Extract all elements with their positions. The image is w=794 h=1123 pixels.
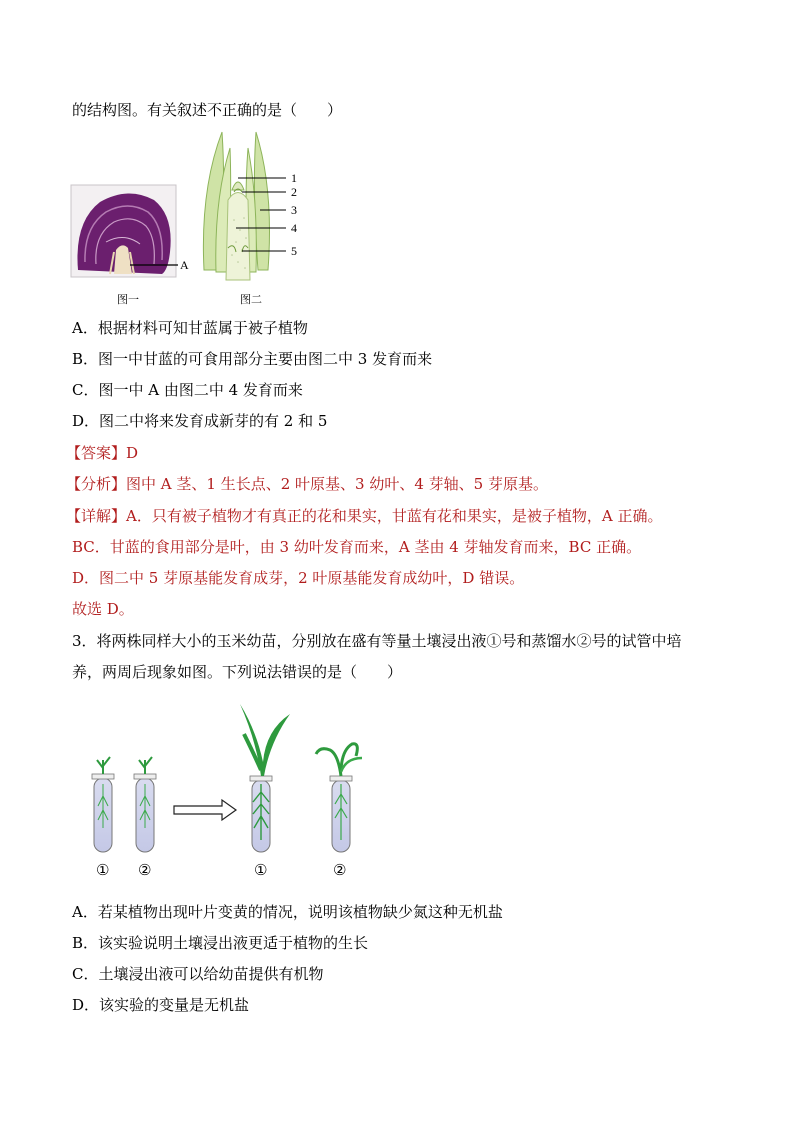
analysis-line — [66, 474, 548, 494]
answer-line — [66, 443, 138, 463]
tube-1-after — [240, 704, 290, 852]
tube-label-1-after: ① — [254, 861, 268, 879]
answer-value: D — [126, 444, 139, 462]
figure-bud-section — [198, 130, 308, 285]
q2-stem-tail: 的结构图。有关叙述不正确的是（ ） — [72, 101, 343, 119]
tube-1-before — [92, 757, 114, 852]
figure2-label-2: 2 — [291, 185, 297, 199]
detail-tag: 【详解】 — [66, 507, 127, 525]
figure-test-tubes — [80, 700, 380, 880]
figure2-caption: 图二 — [240, 293, 262, 306]
detail-line-2: BC．甘蓝的食用部分是叶，由 3 幼叶发育而来，A 茎由 4 芽轴发育而来，BC 正确。 — [72, 538, 642, 556]
q3-option-c: C．土壤浸出液可以给幼苗提供有机物 — [72, 965, 324, 983]
q3-stem-line-2: 养，两周后现象如图。下列说法错误的是（ ） — [72, 663, 403, 681]
tube-label-2-before: ② — [138, 861, 152, 879]
detail-line-3: D．图二中 5 芽原基能发育成芽，2 叶原基能发育成幼叶，D 错误。 — [72, 569, 525, 587]
arrow-icon — [174, 800, 236, 820]
answer-tag: 【答案】 — [66, 444, 127, 462]
conclusion-line: 故选 D。 — [72, 600, 134, 618]
q3-stem-line-1: 3．将两株同样大小的玉米幼苗，分别放在盛有等量土壤浸出液①号和蒸馏水②号的试管中培 — [72, 632, 682, 650]
analysis-text: 图中 A 茎、1 生长点、2 叶原基、3 幼叶、4 芽轴、5 芽原基。 — [126, 475, 548, 493]
analysis-tag: 【分析】 — [66, 475, 127, 493]
detail-line-1 — [66, 506, 662, 526]
figure-cabbage-section — [70, 182, 195, 282]
figure2-label-4: 4 — [291, 221, 297, 235]
q3-option-a: A．若某植物出现叶片变黄的情况，说明该植物缺少氮这种无机盐 — [72, 903, 503, 921]
tube-label-1-before: ① — [96, 861, 110, 879]
q2-option-a: A．根据材料可知甘蓝属于被子植物 — [72, 319, 308, 337]
q3-option-d: D．该实验的变量是无机盐 — [72, 996, 250, 1014]
q2-option-b: B．图一中甘蓝的可食用部分主要由图二中 3 发育而来 — [72, 350, 433, 368]
figure2-label-1: 1 — [291, 171, 297, 185]
figure2-label-5: 5 — [291, 244, 297, 258]
tube-2-after — [316, 744, 362, 852]
detail-text-1: A．只有被子植物才有真正的花和果实，甘蓝有花和果实，是被子植物，A 正确。 — [126, 507, 663, 525]
tube-2-before — [134, 757, 156, 852]
q2-option-d: D．图二中将来发育成新芽的有 2 和 5 — [72, 412, 328, 430]
q2-option-c: C．图一中 A 由图二中 4 发育而来 — [72, 381, 303, 399]
figure1-caption: 图一 — [117, 293, 139, 306]
tube-label-2-after: ② — [333, 861, 347, 879]
figure1-label-a: A — [180, 258, 189, 272]
figure2-label-3: 3 — [291, 203, 297, 217]
q3-option-b: B．该实验说明土壤浸出液更适于植物的生长 — [72, 934, 369, 952]
